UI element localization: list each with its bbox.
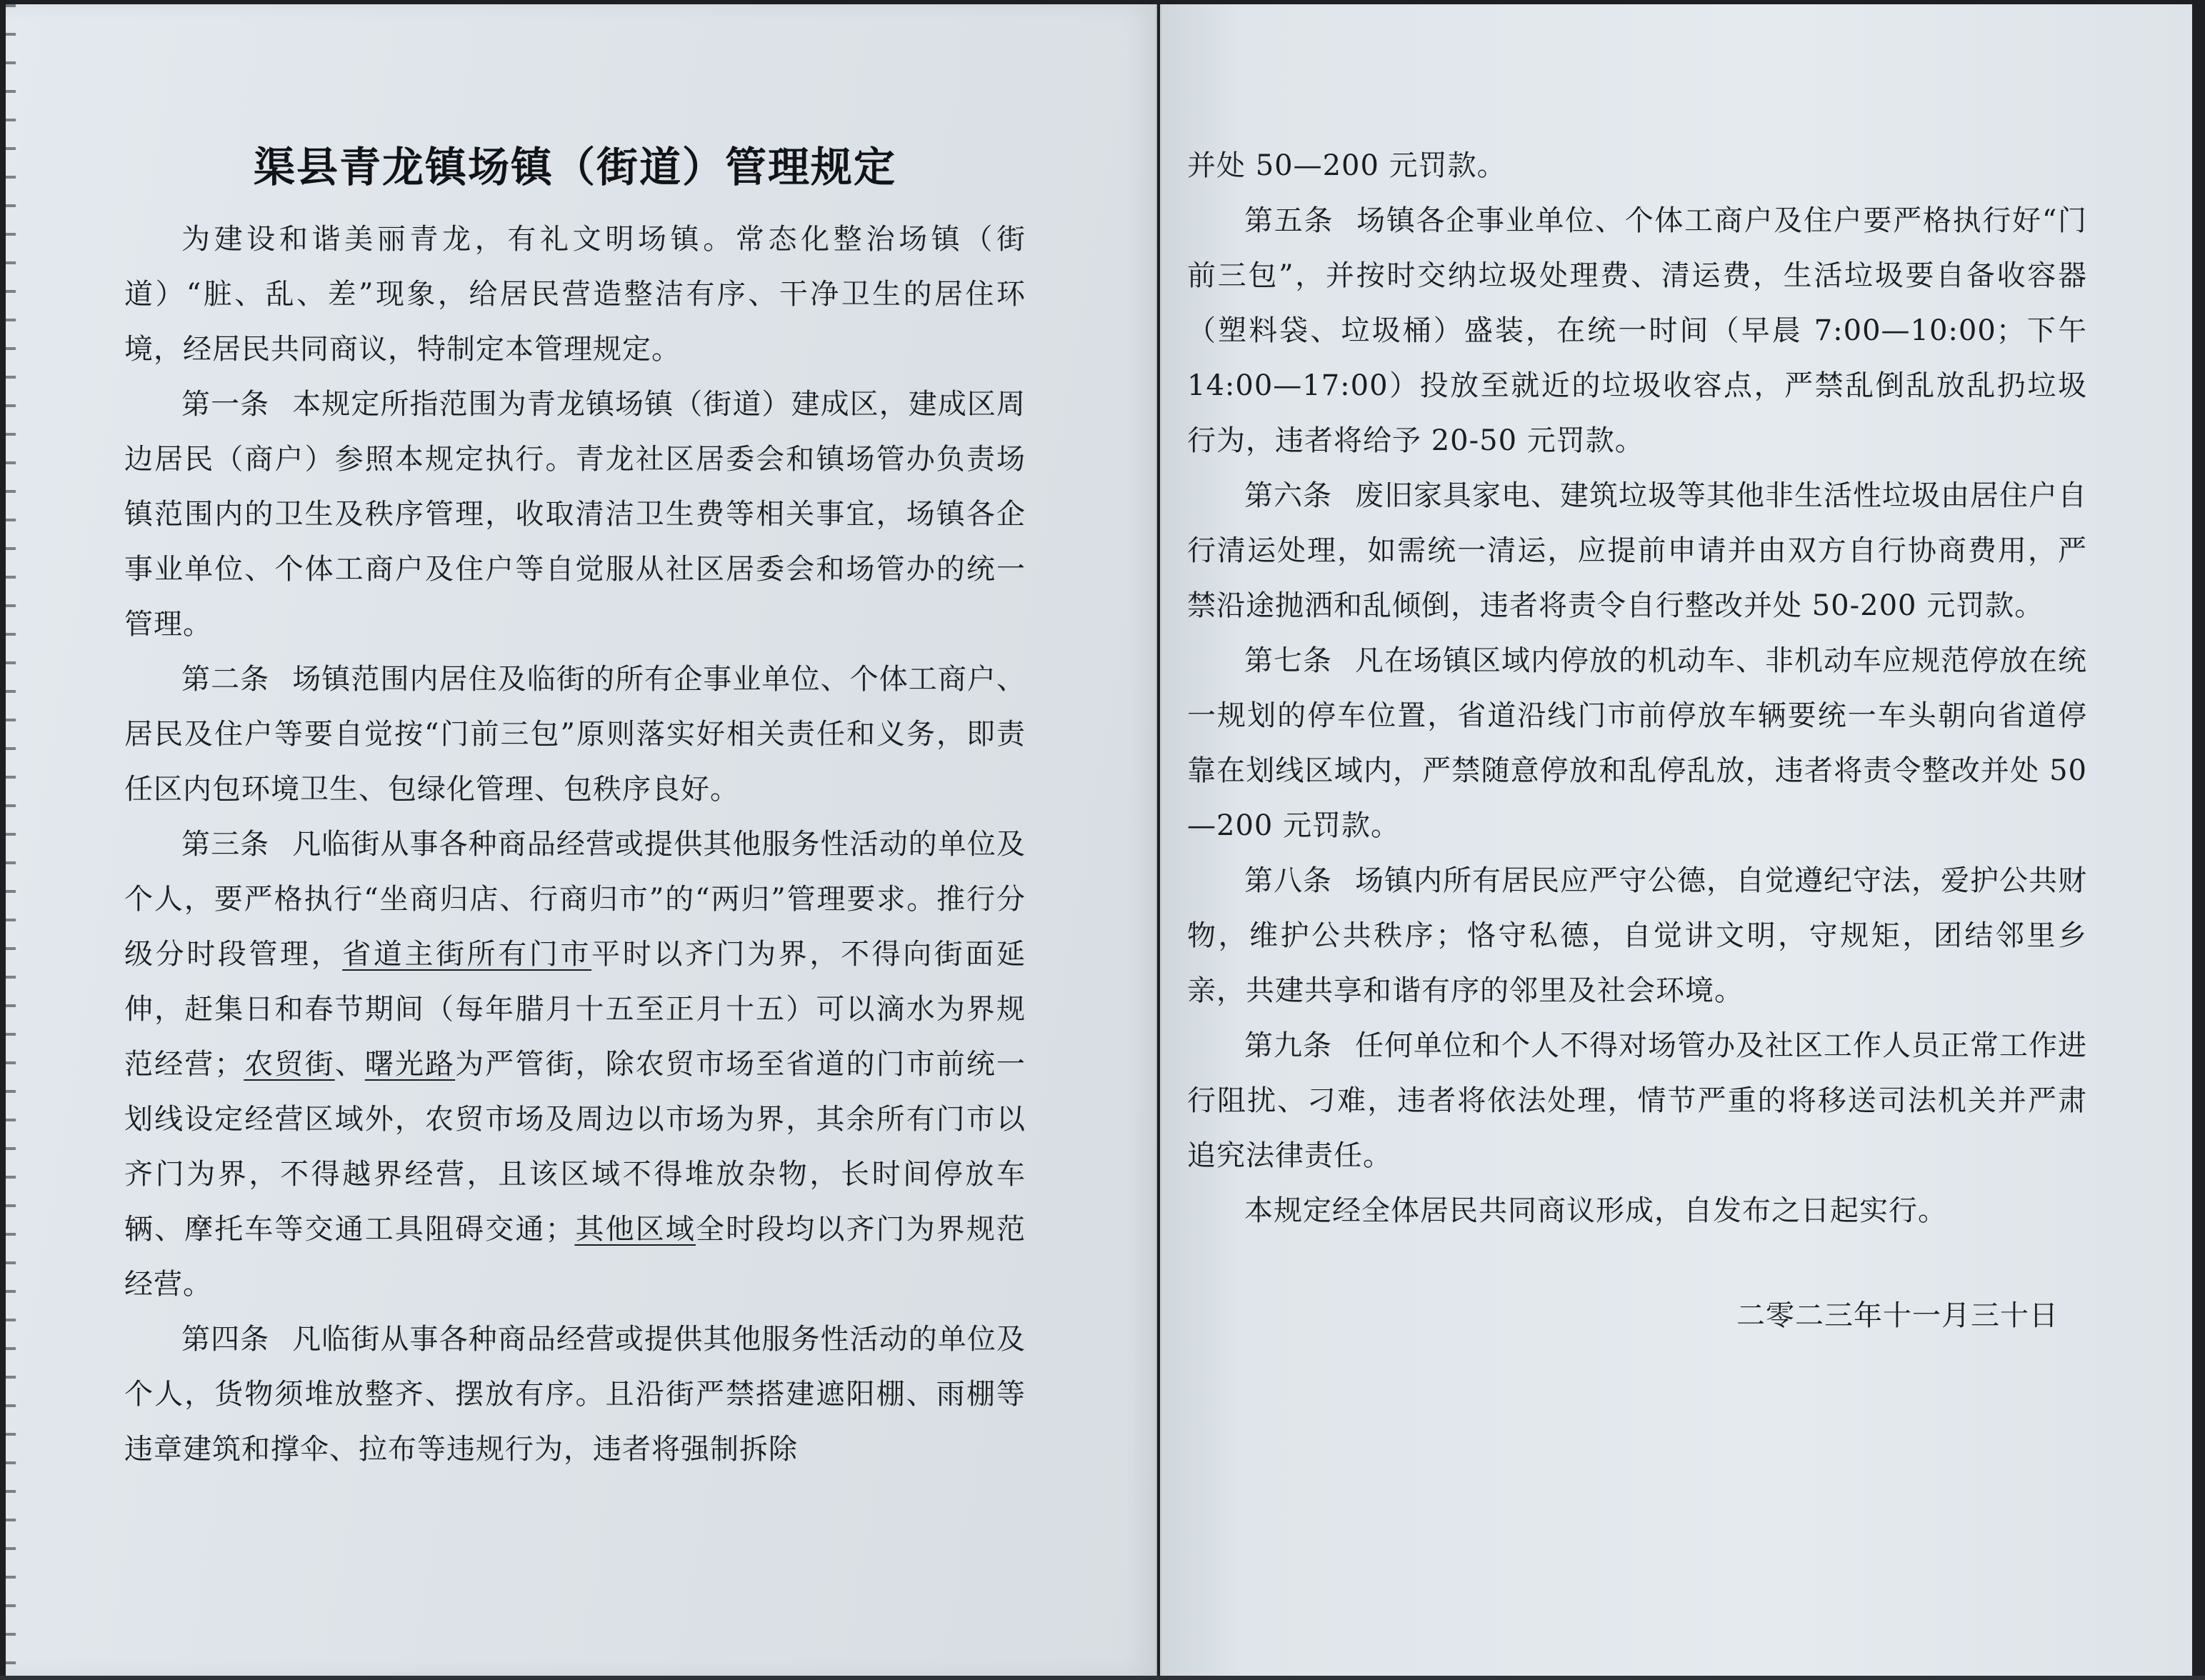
article-1-text: 本规定所指范围为青龙镇场镇（街道）建成区，建成区周边居民（商户）参照本规定执行。青龙社区居委会和镇场管办负责场镇范围内的卫生及秩序管理，收取清洁卫生费等相关事宜，场镇各企事业单位、个体工商户及住户等自觉服从社区居委会和场管办的统一管理。 bbox=[124, 388, 1026, 641]
right-page-text bbox=[1187, 139, 2087, 1344]
binding-holes bbox=[6, 4, 16, 1680]
article-2-text: 场镇范围内居住及临街的所有企事业单位、个体工商户、居民及住户等要自觉按“门前三包”原则落实好相关责任和义务，即责任区内包环境卫生、包绿化管理、包秩序良好。 bbox=[124, 663, 1026, 806]
article-7 bbox=[1187, 634, 2087, 854]
closing-statement: 本规定经全体居民共同商议形成，自发布之日起实行。 bbox=[1244, 1194, 1947, 1227]
article-3-text-2: 平时以齐门为界，不得向街面延伸，赶集日和春节期间（每年腊月十五至正月十五）可以滴水为界规范经营； bbox=[124, 938, 1026, 1081]
document-title: 渠县青龙镇场镇（街道）管理规定 bbox=[253, 143, 896, 191]
article-5-text: 场镇各企事业单位、个体工商户及住户要严格执行好“门前三包”，并按时交纳垃圾处理费、清运费，生活垃圾要自备收容器（塑料袋、垃圾桶）盛装，在统一时间（早晨 7:00—10:00；下午 14:00—17:00）投放至就近的垃圾收容点，严禁乱倒乱放乱扔垃圾行为，违者将给予 20-50 元罚款。 bbox=[1187, 204, 2087, 457]
article-3-text-4: 全时段均以齐门为界规范经营。 bbox=[124, 1213, 1026, 1301]
article-4-number: 第四条 bbox=[181, 1323, 270, 1356]
article-5 bbox=[1187, 194, 2087, 469]
underlined-farm-market-street: 农贸街 bbox=[244, 1048, 335, 1081]
underlined-provincial-main-street: 省道主街所有门市 bbox=[342, 938, 592, 971]
underlined-other-areas: 其他区域 bbox=[574, 1213, 696, 1246]
left-page bbox=[6, 4, 1157, 1676]
article-1-number: 第一条 bbox=[181, 388, 270, 421]
article-3-separator: 、 bbox=[334, 1048, 365, 1081]
right-page bbox=[1160, 4, 2192, 1676]
article-8-text: 场镇内所有居民应严守公德，自觉遵纪守法，爱护公共财物，维护公共秩序；恪守私德，自觉讲文明，守规矩，团结邻里乡亲，共建共享和谐有序的邻里及社会环境。 bbox=[1187, 864, 2087, 1007]
article-8-number: 第八条 bbox=[1244, 864, 1332, 897]
article-2-number: 第二条 bbox=[181, 663, 270, 696]
article-7-number: 第七条 bbox=[1244, 644, 1332, 677]
article-2 bbox=[124, 652, 1026, 817]
article-3 bbox=[124, 817, 1026, 1312]
article-4-text-left: 凡临街从事各种商品经营或提供其他服务性活动的单位及个人，货物须堆放整齐、摆放有序。且沿街严禁搭建遮阳棚、雨棚等违章建筑和撑伞、拉布等违规行为，违者将强制拆除 bbox=[124, 1323, 1026, 1466]
article-6-text: 废旧家具家电、建筑垃圾等其他非生活性垃圾由居住户自行清运处理，如需统一清运，应提前申请并由双方自行协商费用，严禁沿途抛洒和乱倾倒，违者将责令自行整改并处 50-200 元罚款。 bbox=[1187, 479, 2087, 622]
article-6 bbox=[1187, 469, 2087, 634]
article-5-number: 第五条 bbox=[1244, 204, 1334, 237]
left-page-text bbox=[124, 128, 1026, 1477]
article-9-number: 第九条 bbox=[1244, 1029, 1332, 1062]
article-9-text: 任何单位和个人不得对场管办及社区工作人员正常工作进行阻扰、刁难，违者将依法处理，情节严重的将移送司法机关并严肃追究法律责任。 bbox=[1187, 1029, 2087, 1172]
article-3-text-1: 凡临街从事各种商品经营或提供其他服务性活动的单位及个人，要严格执行“坐商归店、行商归市”的“两归”管理要求。推行分级分时段管理， bbox=[124, 828, 1026, 971]
article-9 bbox=[1187, 1019, 2087, 1184]
article-7-text: 凡在场镇区域内停放的机动车、非机动车应规范停放在统一规划的停车位置，省道沿线门市前停放车辆要统一车头朝向省道停靠在划线区域内，严禁随意停放和乱停乱放，违者将责令整改并处 50—200 元罚款。 bbox=[1187, 644, 2087, 842]
preamble-paragraph: 为建设和谐美丽青龙，有礼文明场镇。常态化整治场镇（街道）“脏、乱、差”现象，给居民营造整洁有序、干净卫生的居住环境，经居民共同商议，特制定本管理规定。 bbox=[124, 223, 1026, 366]
article-4-start bbox=[124, 1312, 1026, 1477]
underlined-shuguang-road: 曙光路 bbox=[364, 1048, 456, 1081]
article-8 bbox=[1187, 854, 2087, 1019]
article-4-continued: 并处 50—200 元罚款。 bbox=[1187, 149, 1506, 182]
article-3-text-3: 为严管街，除农贸市场至省道的门市前统一划线设定经营区域外，农贸市场及周边以市场为界，其余所有门市以齐门为界，不得越界经营，且该区域不得堆放杂物，长时间停放车辆、摩托车等交通工具阻碍交通； bbox=[124, 1048, 1026, 1246]
issue-date: 二零二三年十一月三十日 bbox=[1736, 1299, 2059, 1332]
article-6-number: 第六条 bbox=[1244, 479, 1332, 512]
article-1 bbox=[124, 377, 1026, 652]
article-3-number: 第三条 bbox=[181, 828, 270, 861]
